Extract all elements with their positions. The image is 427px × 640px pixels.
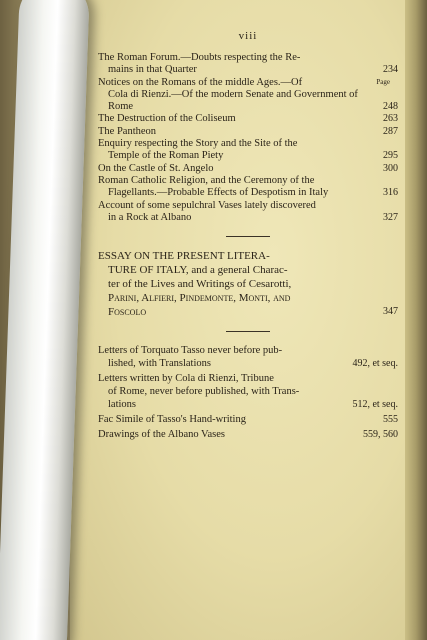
toc-entry: Letters of Torquato Tasso never before pub- lished, with Translations 492, et seq. bbox=[98, 345, 398, 370]
section-divider bbox=[226, 236, 270, 237]
section-divider bbox=[226, 331, 270, 332]
toc-entry: Drawings of the Albano Vases 559, 560 bbox=[98, 429, 398, 441]
toc-entry: The Pantheon 287 bbox=[98, 125, 398, 137]
essay-entry: ESSAY ON THE PRESENT LITERA- TURE OF ITALY, and a general Charac- ter of the Lives and Writings of Cesarotti, Parini, Alfieri, Pindemonte, Monti, and Foscolo 347 bbox=[98, 250, 398, 319]
toc-entry: Letters written by Cola di Rienzi, Tribune of Rome, never before published, with Trans- lations 512, et seq. bbox=[98, 373, 398, 411]
toc-entry: The Roman Forum.—Doubts respecting the Re- mains in that Quarter 234 bbox=[98, 52, 398, 76]
toc-entry: On the Castle of St. Angelo 300 bbox=[98, 162, 398, 174]
toc-entry: Account of some sepulchral Vases lately discovered in a Rock at Albano 327 bbox=[98, 199, 398, 223]
toc-entry: Roman Catholic Religion, and the Ceremony of the Flagellants.—Probable Effects of Despotism in Italy 316 bbox=[98, 174, 398, 199]
toc-section-a bbox=[98, 52, 398, 224]
toc-entry: Fac Simile of Tasso's Hand-writing 555 bbox=[98, 414, 398, 426]
contents-text bbox=[98, 30, 398, 443]
toc-entry: Notices on the Romans of the middle Ages.—Of Cola di Rienzi.—Of the modern Senate and Government of Rome 248 bbox=[98, 76, 398, 113]
toc-entry: The Destruction of the Coliseum 263 bbox=[98, 113, 398, 125]
page-column-heading: Page bbox=[376, 78, 390, 86]
toc-entry: Enquiry respecting the Story and the Site of the Temple of the Roman Piety 295 bbox=[98, 138, 398, 162]
letters-section bbox=[98, 344, 398, 441]
page-number: viii bbox=[238, 30, 258, 42]
page-edge bbox=[405, 0, 427, 640]
